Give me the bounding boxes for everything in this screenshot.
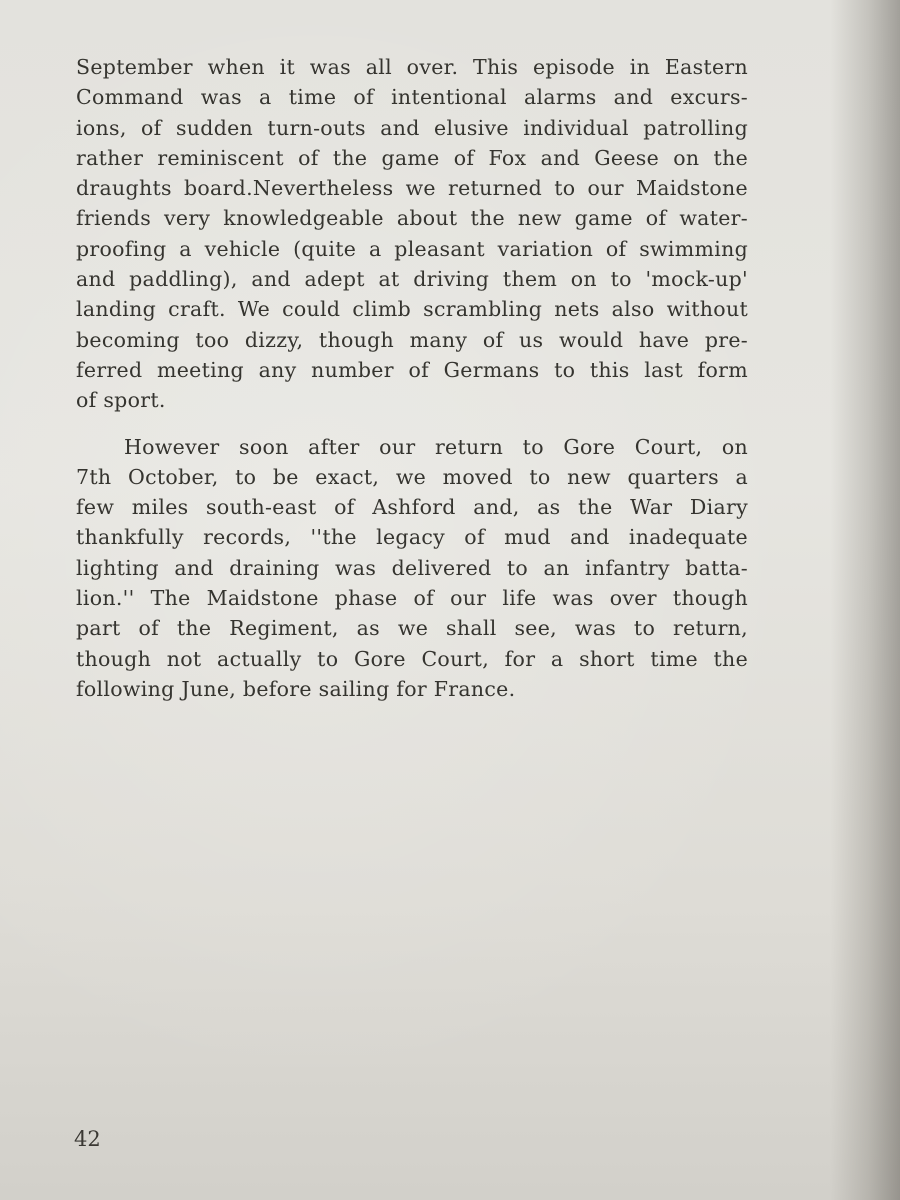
text-line: few miles south-east of Ashford and, as the War Diary	[76, 495, 748, 520]
page-number: 42	[74, 1127, 101, 1151]
paragraph-1	[76, 52, 748, 416]
text-line: part of the Regiment, as we shall see, was to return,	[76, 616, 748, 641]
text-line: of sport.	[76, 388, 166, 413]
text-line: lighting and draining was delivered to an infantry batta-	[76, 555, 748, 580]
text-line: rather reminiscent of the game of Fox and Geese on the	[76, 145, 748, 170]
text-line: September when it was all over. This episode in Eastern	[76, 55, 748, 79]
text-line: landing craft. We could climb scrambling nets also without	[76, 297, 748, 322]
text-line: becoming too dizzy, though many of us would have pre-	[76, 327, 748, 352]
paragraph-spacer	[76, 416, 748, 432]
paragraph-2	[76, 432, 748, 705]
text-line: following June, before sailing for France.	[76, 676, 516, 701]
text-line: though not actually to Gore Court, for a short time the	[76, 646, 748, 671]
text-line: 7th October, to be exact, we moved to new quarters a	[76, 464, 748, 489]
text-line: proofing a vehicle (quite a pleasant variation of swimming	[76, 236, 748, 261]
spine-shadow	[830, 0, 900, 1200]
text-line: thankfully records, ''the legacy of mud and inadequate	[76, 525, 748, 550]
text-line: friends very knowledgeable about the new game of water-	[76, 206, 748, 231]
text-line: However soon after our return to Gore Court, on	[124, 434, 748, 459]
text-line: and paddling), and adept at driving them on to 'mock-up'	[76, 267, 748, 292]
text-line: Command was a time of intentional alarms and excurs-	[76, 85, 748, 110]
body-text	[76, 52, 748, 704]
text-line: draughts board.Nevertheless we returned to our Maidstone	[76, 176, 748, 201]
text-line: lion.'' The Maidstone phase of our life was over though	[76, 586, 748, 611]
text-line: ions, of sudden turn-outs and elusive individual patrolling	[76, 115, 748, 140]
text-line: ferred meeting any number of Germans to this last form	[76, 357, 748, 382]
